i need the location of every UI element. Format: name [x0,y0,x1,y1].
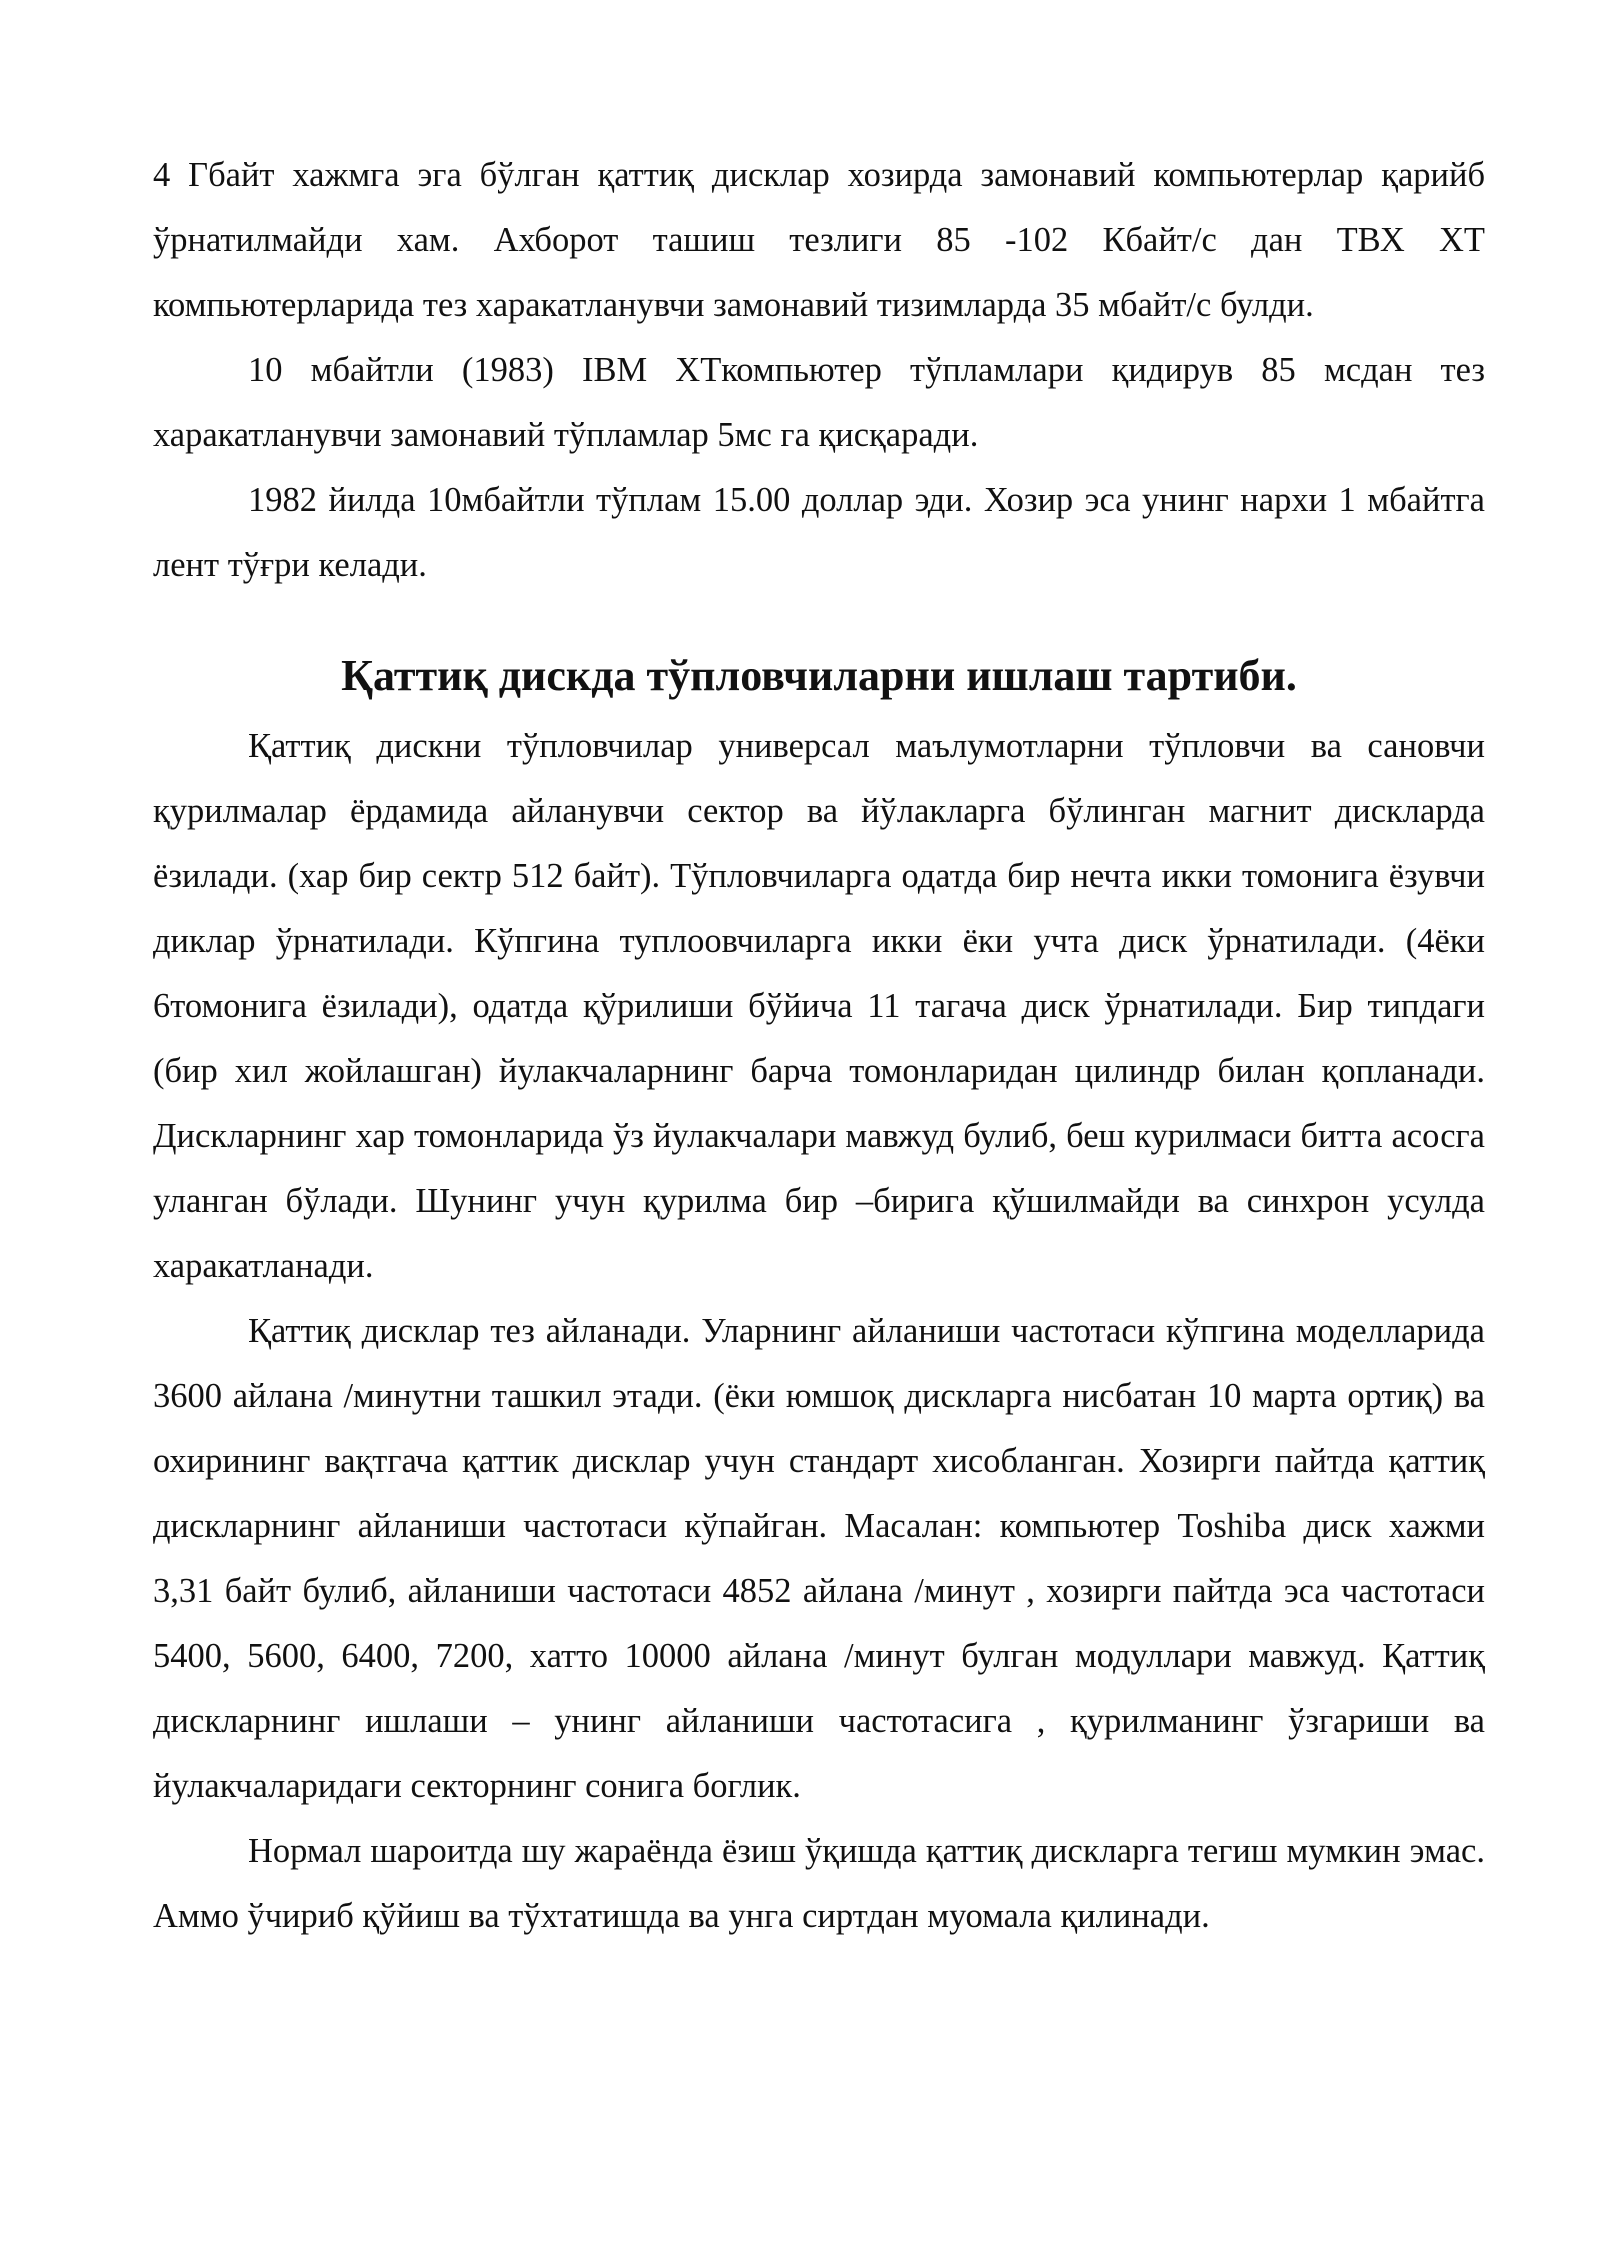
paragraph-structure: Қаттиқ дискни тўпловчилар универсал маълумотларни тўпловчи ва сановчи қурилмалар ёрдамида айланувчи сектор ва йўлакларга бўлинган магнит дискларда ёзилади. (хар бир сектр 512 байт). Тўпловчиларга одатда бир нечта икки томонига ёзувчи диклар ўрнатилади. Кўпгина туплоовчиларга икки ёки учта диск ўрнатилади. (4ёки 6томонига ёзилади), одатда қўрилиши бўйича 11 тагача диск ўрнатилади. Бир типдаги (бир хил жойлашган) йулакчаларнинг барча томонларидан цилиндр билан қопланади. Дискларнинг хар томонларида ўз йулакчалари мавжуд булиб, беш курилмаси битта асосга уланган бўлади. Шунинг учун қурилма бир –бирига қўшилмайди ва синхрон усулда харакатланади. [153,727,1485,1285]
paragraph-price: 1982 йилда 10мбайтли тўплам 15.00 доллар эди. Хозир эса унинг нархи 1 мбайтга лент тўғри келади. [153,481,1485,584]
document-page [153,143,1485,1949]
paragraph-rotation: Қаттиқ дисклар тез айланади. Уларнинг айланиши частотаси кўпгина моделларида 3600 айлана /минутни ташкил этади. (ёки юмшоқ дискларга нисбатан 10 марта ортиқ) ва охирининг вақтгача қаттик дисклар учун стандарт хисобланган. Хозирги пайтда қаттиқ дискларнинг айланиши частотаси кўпайган. Масалан: компьютер Toshiba диск хажми 3,31 байт булиб, айланиши частотаси 4852 айлана /минут , хозирги пайтда эса частотаси 5400, 5600, 6400, 7200, хатто 10000 айлана /минут булган модуллари мавжуд. Қаттиқ дискларнинг ишлаши – унинг айланиши частотасига , қурилманинг ўзгариши ва йулакчаларидаги секторнинг сонига боглик. [153,1312,1485,1805]
section-heading: Қаттиқ дискда тўпловчиларни ишлаш тартиби. [341,651,1297,700]
paragraph-normal-conditions: Нормал шароитда шу жараёнда ёзиш ўқишда қаттиқ дискларга тегиш мумкин эмас. Аммо ўчириб қўйиш ва тўхтатишда ва унга сиртдан муомала қилинади. [153,1832,1485,1935]
paragraph-disk-capacity: 4 Гбайт хажмга эга бўлган қаттиқ дисклар хозирда замонавий компьютерлар қарийб ўрнатилмайди хам. Ахборот ташиш тезлиги 85 -102 Кбайт/с дан ТВХ ХТ компьютерларида тез харакатланувчи замонавий тизимларда 35 мбайт/с булди. [153,156,1485,324]
paragraph-ibm-xt: 10 мбайтли (1983) IBM XTкомпьютер тўпламлари қидирув 85 мсдан тез харакатланувчи замонавий тўпламлар 5мс га қисқаради. [153,351,1485,454]
